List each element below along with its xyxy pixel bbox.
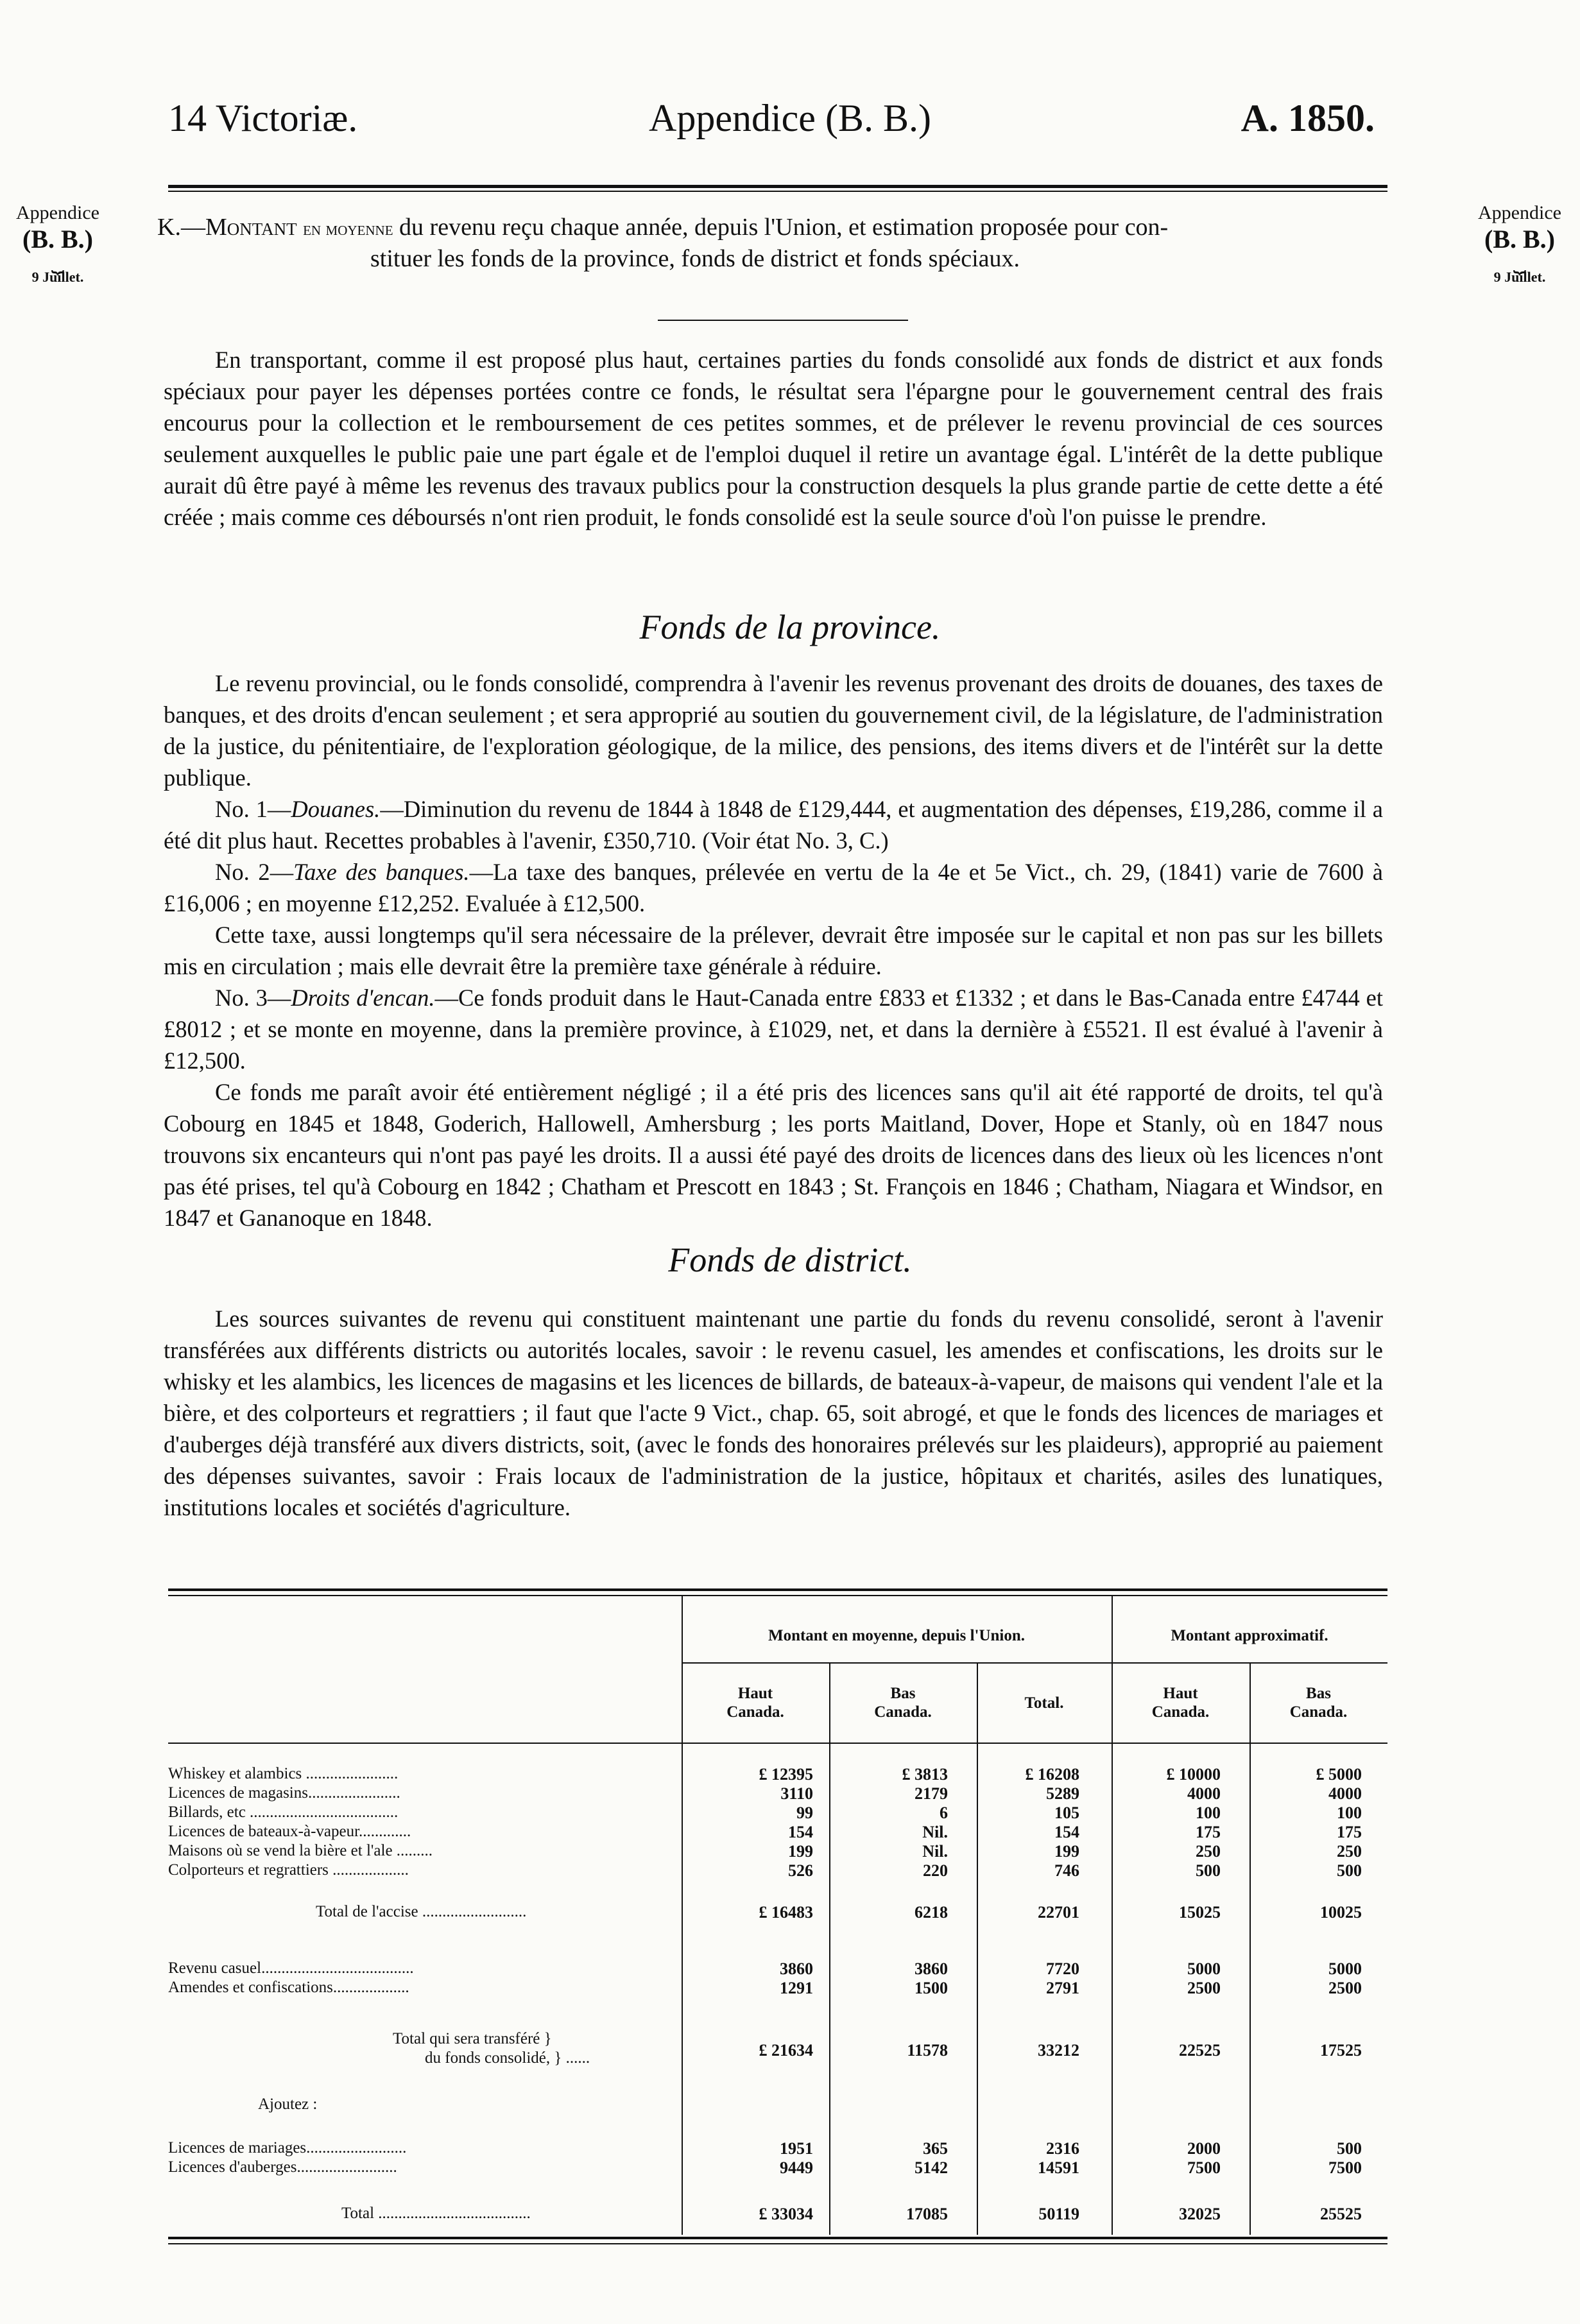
table-cell: 32025: [1179, 2205, 1221, 2223]
header-group-moyenne: Montant en moyenne, depuis l'Union.: [768, 1627, 1026, 1644]
header-bc-1: Bas: [890, 1685, 916, 1702]
grand-total-label: Total ......................................: [341, 2205, 531, 2222]
section2-body: [164, 1303, 1383, 1523]
table-cell: Nil.: [922, 1823, 948, 1841]
table-cell: Nil.: [922, 1842, 948, 1861]
margin-left-date: 9 Juillet.: [31, 269, 84, 286]
table-cell: 154: [788, 1823, 813, 1841]
table-cell: 365: [923, 2139, 948, 2158]
header-hc-2: Canada.: [726, 1703, 784, 1721]
no1-title: Douanes.: [291, 796, 381, 822]
table-cell: 500: [1337, 2139, 1362, 2158]
table-cell: 7500: [1328, 2158, 1362, 2177]
margin-left-line1: Appendice: [16, 202, 99, 223]
header-bc-2: Canada.: [874, 1703, 932, 1721]
table-cell: 4000: [1328, 1784, 1362, 1803]
table-cell: 6218: [915, 1903, 948, 1922]
table-cell: £ 3813: [902, 1765, 948, 1784]
no3-label: No. 3—: [215, 985, 291, 1011]
table-cell: 526: [788, 1861, 813, 1880]
header-hc: [682, 1685, 829, 1722]
table-row-label: Colporteurs et regrattiers ...................: [168, 1861, 409, 1879]
table-cell: £ 10000: [1166, 1765, 1221, 1784]
revenue-table: [168, 1588, 1387, 2246]
table-cell: 5289: [1046, 1784, 1079, 1803]
section1-neglige: Ce fonds me paraît avoir été entièrement négligé ; il a été pris des licences sans qu'il ait été rapporté de droits, tel qu'à Cobourg en 1845 et 1848, Goderich, Hallowell, Amhersburg ; les ports Maitland, Dover, Hope et Stanly, où en 1847 nous trouvons six encanteurs qui n'ont pas payé les droits. Il a aussi été payé des droits de licences dans des lieux où les licences n'ont pas été prises, tel qu'à Cobourg en 1842 ; Chatham et Prescott en 1843 ; St. François en 1846 ; Chatham, Niagara et Windsor, en 1847 et Gananoque en 1848.: [164, 1079, 1383, 1231]
table-cell: 5142: [915, 2158, 948, 2177]
header-total: Total.: [1024, 1694, 1064, 1712]
header-bottom-rule: [168, 1743, 1387, 1744]
margin-right-line2: (B. B.): [1484, 224, 1555, 254]
header-bc2: [1249, 1685, 1387, 1722]
table-cell: 2316: [1046, 2139, 1079, 2158]
header-bc2-1: Bas: [1306, 1685, 1331, 1702]
table-cell: 33212: [1038, 2041, 1079, 2060]
title-caps2: en moyenne: [303, 218, 393, 239]
table-cell: 1291: [780, 1979, 813, 1997]
table-cell: 25525: [1320, 2205, 1362, 2223]
intro-section: [164, 344, 1383, 533]
table-cell: 11578: [907, 2041, 948, 2060]
ajoutez-label: Ajoutez :: [258, 2096, 318, 2113]
table-row-label: Billards, etc .....................................: [168, 1803, 399, 1821]
margin-note-left: [6, 202, 109, 286]
table-row-label: Licences de bateaux-à-vapeur.............: [168, 1823, 411, 1840]
margin-right-brace: ⏟: [1513, 249, 1527, 273]
table-cell: 50119: [1038, 2205, 1079, 2223]
section1-no3: [164, 982, 1383, 1076]
header-bc2-2: Canada.: [1289, 1703, 1348, 1721]
section1-taxe: Cette taxe, aussi longtemps qu'il sera nécessaire de la prélever, devrait être imposée sur le capital et non pas sur les billets mis en circulation ; mais elle devrait être la première taxe générale à réduire.: [164, 922, 1383, 979]
title-caps1: Montant: [205, 214, 297, 241]
no3-title: Droits d'encan.: [291, 985, 435, 1011]
table-cell: 2500: [1328, 1979, 1362, 1997]
table-bottom-rule: [168, 2237, 1387, 2239]
header-hc2-1: Haut: [1163, 1685, 1198, 1702]
table-cell: 3110: [780, 1784, 813, 1803]
header-group-rule: [682, 1662, 1387, 1664]
table-cell: 99: [796, 1803, 813, 1822]
header-rule: [168, 185, 1387, 188]
table-cell: 6: [940, 1803, 948, 1822]
margin-left-brace: ⏟: [51, 249, 65, 273]
table-row-label: Licences de mariages.........................: [168, 2139, 407, 2156]
header-hc2-2: Canada.: [1151, 1703, 1210, 1721]
table-cell: 7720: [1046, 1959, 1079, 1978]
section2-p1: Les sources suivantes de revenu qui constituent maintenant une partie du fonds du revenu consolidé, seront à l'avenir transférées aux différents districts ou autorités locales, savoir : le revenu casuel, les amendes et confiscations, les droits sur le whisky et les alambics, les licences de magasins et les licences de billards, de bateaux-à-vapeur, de maisons qui vendent l'ale et la bière, et des colporteurs et regrattiers ; il faut que l'acte 9 Vict., chap. 65, soit abrogé, et que le fonds des licences de mariages et d'auberges déjà transféré aux divers districts, soit, (avec le fonds des honoraires prélevés sur les plaideurs), approprié au paiement des dépenses suivantes, savoir : Frais locaux de l'administration de la justice, hôpitaux et charités, asiles des lunatiques, institutions locales et sociétés d'agriculture.: [164, 1305, 1383, 1520]
table-cell: £ 21634: [759, 2041, 813, 2060]
section2-heading: Fonds de district.: [668, 1241, 912, 1279]
table-cell: 1951: [780, 2139, 813, 2158]
total-transfere-label-2: du fonds consolidé, } ......: [425, 2049, 590, 2067]
section1-p1: Le revenu provincial, ou le fonds consolidé, comprendra à l'avenir les revenus provenant des droits de douanes, des taxes de banques, et des droits d'encan seulement ; et sera approprié au soutien du gouvernement civil, de la législature, de l'administration de la justice, du pénitentiaire, de l'exploration géologique, de la milice, des pensions, des items divers et de l'intérêt sur la dette publique.: [164, 670, 1383, 791]
table-cell: 5000: [1328, 1959, 1362, 1978]
table-cell: 22525: [1179, 2041, 1221, 2060]
header-left: 14 Victoriæ.: [168, 97, 358, 139]
no2-title: Taxe des banques.: [293, 859, 470, 885]
header-hc2: [1112, 1685, 1249, 1722]
table-cell: 7500: [1187, 2158, 1221, 2177]
table-cell: 4000: [1187, 1784, 1221, 1803]
table-row-label: Revenu casuel......................................: [168, 1959, 414, 1977]
header-bc: [829, 1685, 977, 1722]
table-top-rule-thin: [168, 1595, 1387, 1596]
table-row-label: Whiskey et alambics .......................: [168, 1765, 399, 1782]
table-cell: 15025: [1179, 1903, 1221, 1922]
table-cell: 22701: [1038, 1903, 1079, 1922]
table-row-label: Maisons où se vend la bière et l'ale .........: [168, 1842, 433, 1859]
header-group-approx: Montant approximatif.: [1171, 1627, 1328, 1644]
table-cell: £ 16208: [1025, 1765, 1079, 1784]
document-title: [157, 212, 1396, 275]
no1-text: —Diminution du revenu de 1844 à 1848 de £129,444, et augmentation des dépenses, £19,286, comme il a été dit plus haut. Recettes probables à l'avenir, £350,710. (Voir état No. 3, C.): [164, 796, 1384, 854]
table-cell: 175: [1337, 1823, 1362, 1841]
table-cell: £ 16483: [759, 1903, 813, 1922]
margin-left-line2: (B. B.): [22, 224, 93, 254]
no3-text: —Ce fonds produit dans le Haut-Canada entre £833 et £1332 ; et dans le Bas-Canada entre £4744 et £8012 ; et se monte en moyenne, dans la première province, à £1029, net, et dans la dernière à £5521. Il est évalué à l'avenir à £12,500.: [164, 985, 1384, 1074]
margin-right-line1: Appendice: [1478, 202, 1561, 223]
total-accise-label: Total de l'accise ..........................: [316, 1903, 527, 1920]
table-cell: 250: [1196, 1842, 1221, 1861]
table-top-rule: [168, 1588, 1387, 1591]
table-cell: £ 12395: [759, 1765, 813, 1784]
table-cell: 2791: [1046, 1979, 1079, 1997]
section1-body: [164, 667, 1383, 1234]
header-hc-1: Haut: [737, 1685, 773, 1702]
table-cell: 199: [1054, 1842, 1079, 1861]
no1-label: No. 1—: [215, 796, 291, 822]
header-rule-thin: [168, 191, 1387, 192]
margin-right-date: 9 Juillet.: [1493, 269, 1546, 286]
section1-heading: Fonds de la province.: [639, 608, 941, 646]
header-center: Appendice (B. B.): [649, 97, 931, 139]
table-cell: £ 5000: [1316, 1765, 1362, 1784]
table-cell: 14591: [1038, 2158, 1079, 2177]
table-cell: 3860: [780, 1959, 813, 1978]
table-row-label: Licences d'auberges.........................: [168, 2158, 397, 2176]
table-cell: 500: [1337, 1861, 1362, 1880]
total-transfere-label-1: Total qui sera transféré }: [393, 2030, 552, 2047]
table-cell: 17525: [1320, 2041, 1362, 2060]
table-cell: 500: [1196, 1861, 1221, 1880]
table-cell: 9449: [780, 2158, 813, 2177]
table-row-label: Amendes et confiscations...................: [168, 1979, 409, 1996]
no2-text: —La taxe des banques, prélevée en vertu de la 4e et 5e Vict., ch. 29, (1841) varie de 7600 à £16,006 ; en moyenne £12,252. Evaluée à £12,500.: [164, 859, 1383, 917]
title-prefix: K.—: [157, 214, 205, 241]
table-cell: 154: [1054, 1823, 1079, 1841]
table-cell: 2000: [1187, 2139, 1221, 2158]
table-cell: £ 33034: [759, 2205, 813, 2223]
table-cell: 2179: [915, 1784, 948, 1803]
table-cell: 1500: [915, 1979, 948, 1997]
header-right: A. 1850.: [1241, 97, 1375, 139]
title-line1-rest: du revenu reçu chaque année, depuis l'Union, et estimation proposée pour con-: [393, 214, 1169, 241]
table-bottom-rule-thin: [168, 2243, 1387, 2244]
table-cell: 105: [1054, 1803, 1079, 1822]
table-cell: 100: [1337, 1803, 1362, 1822]
table-row-label: Licences de magasins.......................: [168, 1784, 400, 1802]
section1-no2: [164, 856, 1383, 919]
table-cell: 5000: [1187, 1959, 1221, 1978]
table-cell: 3860: [915, 1959, 948, 1978]
table-cell: 175: [1196, 1823, 1221, 1841]
table-cell: 746: [1054, 1861, 1079, 1880]
table-cell: 10025: [1320, 1903, 1362, 1922]
table-cell: 250: [1337, 1842, 1362, 1861]
title-rule: [658, 320, 908, 321]
margin-note-right: [1468, 202, 1571, 286]
table-cell: 199: [788, 1842, 813, 1861]
section1-no1: [164, 793, 1383, 856]
table-cell: 100: [1196, 1803, 1221, 1822]
intro-paragraph: En transportant, comme il est proposé plus haut, certaines parties du fonds consolidé aux fonds de district et aux fonds spéciaux pour payer les dépenses portées contre ce fonds, le résultat sera l'épargne pour le gouvernement central des frais encourus pour la collection et le remboursement de ces petites sommes, et de prélever le revenu provincial de ces sources seulement auxquelles le public paie une part égale et de l'emploi duquel il retire un avantage égal. L'intérêt de la dette publique aurait dû être payé à même les revenus des travaux publics pour la construction desquels la plus grande partie de cette dette a été créée ; mais comme ces déboursés n'ont rien produit, le fonds consolidé est la seule source d'où l'on puisse le prendre.: [164, 347, 1383, 530]
title-line2: stituer les fonds de la province, fonds de district et fonds spéciaux.: [370, 245, 1020, 273]
table-cell: 17085: [906, 2205, 948, 2223]
table-cell: 2500: [1187, 1979, 1221, 1997]
table-cell: 220: [923, 1861, 948, 1880]
no2-label: No. 2—: [215, 859, 294, 885]
